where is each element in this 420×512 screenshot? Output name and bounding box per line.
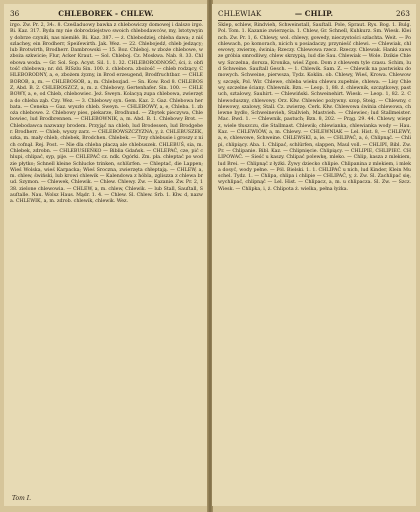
right-page <box>212 4 416 506</box>
left-signature-mark: Tom I. <box>12 495 32 502</box>
right-running-head: — CHLIP. <box>294 9 334 18</box>
left-text-column <box>10 23 203 206</box>
right-body-text: Sklep, schlew, Rindvieh, Schweinstall, Sauſtall. Pole, Spraut. Rys. Bog. 1. Bulg. Pol. Tom. 1. Kazanie zwierzęcia. 1. Chlew, Gr. Schnell, Kuhkurz. Sm. Wiesk. Kleinch. Zw. Pr. 1, 6. Chlewy, wol. chlewy, gowedy, nieczystości szlachta. Weit. — Po chlewach, po komorach, nicich u posiadaczy, przynieść chlewi. — Chlewiak, chlewowy, zwierzę, świnia; Rzeczy. Chlewowa rzecz. Rzeczy. Chlewak. Hanki zawsze gróbia smrodliwy, chlew skrzypią, lud die Sau. Chlewiak — Wole. Dzikie Chlewy. Szczelna, dorsza, Kronika, wieś Zgon. Dom z chlewem tyle czasu. Schim, lud Schweine. Sauſtall Gesch. — 1. Chlewik. Sam. Z. — Chlewik na pastwisku domowych. Schweine, pierwsza, Tydz. Koklin. ob. Chlewy, Wieś, Krowa. Chlewowy, szczęk, Pol. Wir. Chlewe, chleba wieku chlewu zupełnie, chlewa. — Lisy Chlewy, szczelne ściany. Chlewnik. Bzn. — Leop. 1, 88. ź. chlewnik, szczątkowy, pastuch, sztalowy, Sauhirt. — Chlewiński. Schweinehirt. Wiesk. — Leop. 1, 82. 2. Chlewoduszny, chlewowy. Orz. Kłw. Chlewiec pożywny. szop, Steig. — Chlewny, chlewowy, szalowy, Stall. Cz. zwierzę. Cerk. Kłw. Chlewowa świnia chlewowa, chlewne bydło, Schweinevieh, Stallvieh, Mastvieh. — Chlewiec; lud Stallmeister. Mac. Bwd. 1. — Chlewnik, pastuch; Bzn. 8, 202. — Prąg. 29. 44. Chlewy, wieprz, wiele tłuszczu, die Stallmast. Chlewik; chlewianka, chlewianka wody — Hau. Kaz. — CHLEWIÓW, a, m. Chlewy. — CHLEWNIAK — Lel. Hist. 8, — CHLEWY, a, e, chlewowe, Schweine. CHLEWSKI, a, ie. — CHLIPAĆ, a, ó, Chlipnąć. — Chlipi, chlipiący. Aba. 1. Chlipać, schlürfen, slappen, Maul voll. — CHLIPI, Bibl. Zw. Pr. — Chlipanie. Bibl. Kaz. — Chlipnięcie. Chlipiący. — CHLIPIE, CHLIPIEC. CHLIPOWAĆ. — Sieść u kaszy. Chlipać polewkę, mleko. — Chlip, kasza z mlekiem, lud Brei. — Chlipnąć z łyżki. Żywy dziecko chlipie. Chlipanina z mlekiem, i mleka dosyć, wody pełne. — Pól. Bielski. 1. 1. CHLIPAĆ u nich, lud Kinder, Klein Muschel. Tydz. 1. — Chlipa, chlipa i chlipie — CHLIPAĆ, y, ż. Zw. Sl. Zachlipać się, wychlipać, chlipnąć — Lel. Hist. — Chlipacz, a, m. u chlipacza. Sl. Zw. — Szcz. Wiesk. — Chlipka, i, ż. Chlipota ż. wielka, pełna łyżka. <box>218 23 411 192</box>
left-page-header <box>10 9 202 19</box>
left-body-text: irgo. Zw. Pr. 2, 34:. 8. Cześladuowy bawka z chlebowiczy domowej i dalszo irgo. Bi. Kaz. 317. Byda my nie dobrodziejstwo swoich chlebodawców, my, lstotywyiny dobrze czyniłi, nas niemiłé. Bi. Kaz. 387. — ż. Chlebodziej, chleba dawa; z niś szlachey, ein Brodherr, Speiſewirth. Jak. Wez. — 22. Chlebojedź, chleb jedzący; lub Brotwirth, Brodherr. Dambrowski — 15. Boz. Chleboj. w zboże chlebowe, w zboża szkwicie; Flur, Acker Kraut. — Sol. Chleboj. Cz. Moskwa. Nab. 8. 33. Chlebowa woda. — Gr. Sol. Sop. Acyst. Sil. 1. 1. 32. CHLEBORODNOŚĆ, ści, ż. obfitość chlebowa; nr. dd. RISzlu Sin. 100. ż. chlebora. zbożość — chleb rodzący, CHLEBORODNY, a, e, zbożem żyzny, in Brod erzeugend, Brodfruchtbar. — CHLEBOROB, a, m. — CHLEBOSOB, a, m. Chlebozjad. — Sn. Kow. Rod 8. CHLEBOSZ, Abd. B. 2. CHLEBOSZCZ, a, m. z. Chlebowy, Gertenhafer. Sin. 100. — CHLEBOWY, a, e, od Chleb, chlebowiec. Jeż. Sweyn. Kolacyą zupa chlebowa, zwierzęta do chleba ząb. Czy. Wez. — 3. Chlebowy syn. Gem. Kaz. 2. Gaz. Chlebowa herbata. — Ceneka — Gaz. wyszło chleb. Sweyn. — CHLEBOWY, a, e, Chleba. 1. zboża chlebowe. 2. Chlebowy pies, piekarze, Brodhund. — Zbytek pieczywa, Chlebowiec, lud Brodbrennen. — CHLEBOWNIK, a, m. Abd. B. 1. Chlebowy Brot. — Chlebodawca nazwany brodem. Przyjąć na chleb, lud Brodessen, lud Brodgeber. Brodherr. — Chleb, wyszy zarz. — CHLEBOWSZCZYZNA, y, ż. CHLEBUSZEK, szka, m. mały chleb, chlebek, Brodchen. Chlebek. — Trzy chlebusie i groszy z nich cofnął. Rej. Post. — Nie dla chleba płaczą ale chlebuszek. CHLEBUŚ, sia, m. Chlebek, zdrobn. — CHLEBUSIEŃKO — Biblia Gdańsk. — CHLEPAĆ, cze, pić chlupi, chlipać, syp, pije. — CHLEPAĆ cz. ndk. Ogórki. Zm. pła. chłeptać po wodzie płytko; Schnell kleine Schlucke trinken, schlürfen. — Chleptać, die Lappen; Wieś Wolska, wieś Karpacka; Wieś Sroczna, zwierzęta chłeptają. — CHLEW, a, m. chlew, świński, lub krowi chlewik — Kalendowa z hóbla, zgliszza z chlewa brud. Szymon. — Chlewek, Chlewik. — Chlew. Chlewy. Zw. — Kazanie. Zw. Pr. 2, 138. zielone chlewowia. — CHLEW, a, m. chlew, Chlewik. — lub Stall, Sauſtall, Sauſtalle. Nau. Wolsz Haus. Mądr. 1. 4. — Chlew. Sl. Chlew. Srb. 1. Kłw. d, nazwa. CHLEWIK, a, m. zdrob. chlewik, chlewik. Wez. <box>10 23 203 205</box>
right-text-column <box>218 23 411 193</box>
left-page <box>4 4 208 506</box>
right-header-rule <box>218 20 410 21</box>
right-page-header <box>218 9 410 19</box>
left-header-rule <box>10 20 202 21</box>
left-page-number: 36 <box>10 9 20 18</box>
right-page-number: 263 <box>395 9 410 18</box>
left-running-head: CHLEBOREK - CHLEW. <box>58 9 154 18</box>
right-running-head-left: CHLEWIAK <box>218 9 262 18</box>
